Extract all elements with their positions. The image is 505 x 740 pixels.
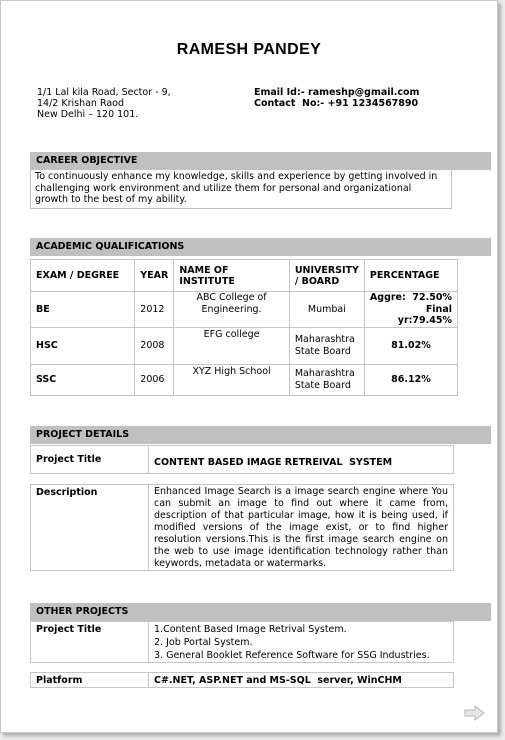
percentage-cell: 86.12%: [364, 364, 457, 395]
other-project-title-label: Project Title: [31, 622, 149, 663]
year-cell: 2008: [135, 327, 174, 364]
phone: Contact No:- +91 1234567890: [254, 98, 419, 109]
table-row: [31, 327, 458, 364]
list-item: 1.Content Based Image Retrival System.: [154, 624, 347, 635]
year-cell: 2012: [135, 292, 174, 328]
board-cell: Maharashtra State Board: [289, 364, 364, 395]
table-row: [31, 364, 458, 395]
board-cell: Maharashtra State Board: [289, 327, 364, 364]
board-cell: Mumbai: [289, 292, 364, 328]
description-label: Description: [31, 485, 149, 571]
table-header-row: [31, 260, 458, 292]
col-header: YEAR: [135, 260, 174, 292]
col-header: PERCENTAGE: [364, 260, 457, 292]
email: Email Id:- rameshp@gmail.com: [254, 87, 420, 98]
section-academic: ACADEMIC QUALIFICATIONS: [30, 238, 491, 256]
platform-value: C#.NET, ASP.NET and MS-SQL server, WinCHM: [149, 673, 454, 688]
list-item: 2. Job Portal System.: [154, 637, 253, 648]
candidate-name: RAMESH PANDEY: [176, 41, 322, 58]
percentage-cell: [364, 292, 457, 328]
section-other-projects: OTHER PROJECTS: [30, 603, 491, 621]
other-project-list: [149, 622, 454, 663]
exam-cell: HSC: [31, 327, 135, 364]
project-description-table: [30, 484, 454, 571]
table-row: [31, 292, 458, 328]
platform-table: [30, 672, 454, 688]
list-item: 3. General Booklet Reference Software for SSG Industries.: [154, 650, 430, 661]
career-objective-text: To continuously enhance my knowledge, skills and experience by getting involved in challenging work environment and utilize them for personal and organizational growth to the best of my ability.: [30, 170, 452, 209]
project-title-label: Project Title: [31, 446, 149, 474]
project-description-row: [31, 485, 454, 571]
institute-cell: XYZ High School: [174, 364, 289, 395]
exam-cell: SSC: [31, 364, 135, 395]
address-line: 14/2 Krishan Raod: [37, 98, 125, 109]
project-title-row: [31, 446, 454, 474]
address-block: [37, 87, 171, 120]
other-projects-table: [30, 621, 454, 663]
percentage-cell: 81.02%: [364, 327, 457, 364]
final-year-percentage: Final yr:79.45%: [397, 303, 452, 326]
year-cell: 2006: [135, 364, 174, 395]
description-text: Enhanced Image Search is a image search engine where You can submit an image to find out where it came from, description of that particular image, how it is being used, if modified versions of the image exist, or to find higher resolution versions.This is the first image search engine on the web to use image identification technology rather than keywords, metadata or watermarks.: [149, 485, 454, 571]
project-title-table: [30, 445, 454, 474]
aggregate-percentage: Aggre: 72.50%: [369, 292, 452, 303]
col-header: EXAM / DEGREE: [31, 260, 135, 292]
project-title-value: CONTENT BASED IMAGE RETREIVAL SYSTEM: [149, 446, 454, 474]
institute-cell: ABC College of Engineering.: [174, 292, 289, 328]
address-line: New Delhi – 120 101.: [37, 109, 139, 120]
academic-table: [30, 259, 458, 396]
other-projects-row: [31, 622, 454, 663]
address-line: 1/1 Lal kila Road, Sector - 9,: [37, 87, 171, 98]
next-page-arrow-icon[interactable]: [463, 704, 487, 722]
platform-row: [31, 673, 454, 688]
section-career-objective: CAREER OBJECTIVE: [30, 152, 491, 170]
exam-cell: BE: [31, 292, 135, 328]
institute-cell: EFG college: [174, 327, 289, 364]
contact-block: [254, 87, 419, 109]
col-header: UNIVERSITY / BOARD: [289, 260, 364, 292]
platform-label: Platform: [31, 673, 149, 688]
section-project-details: PROJECT DETAILS: [30, 426, 491, 444]
col-header: NAME OF INSTITUTE: [174, 260, 289, 292]
